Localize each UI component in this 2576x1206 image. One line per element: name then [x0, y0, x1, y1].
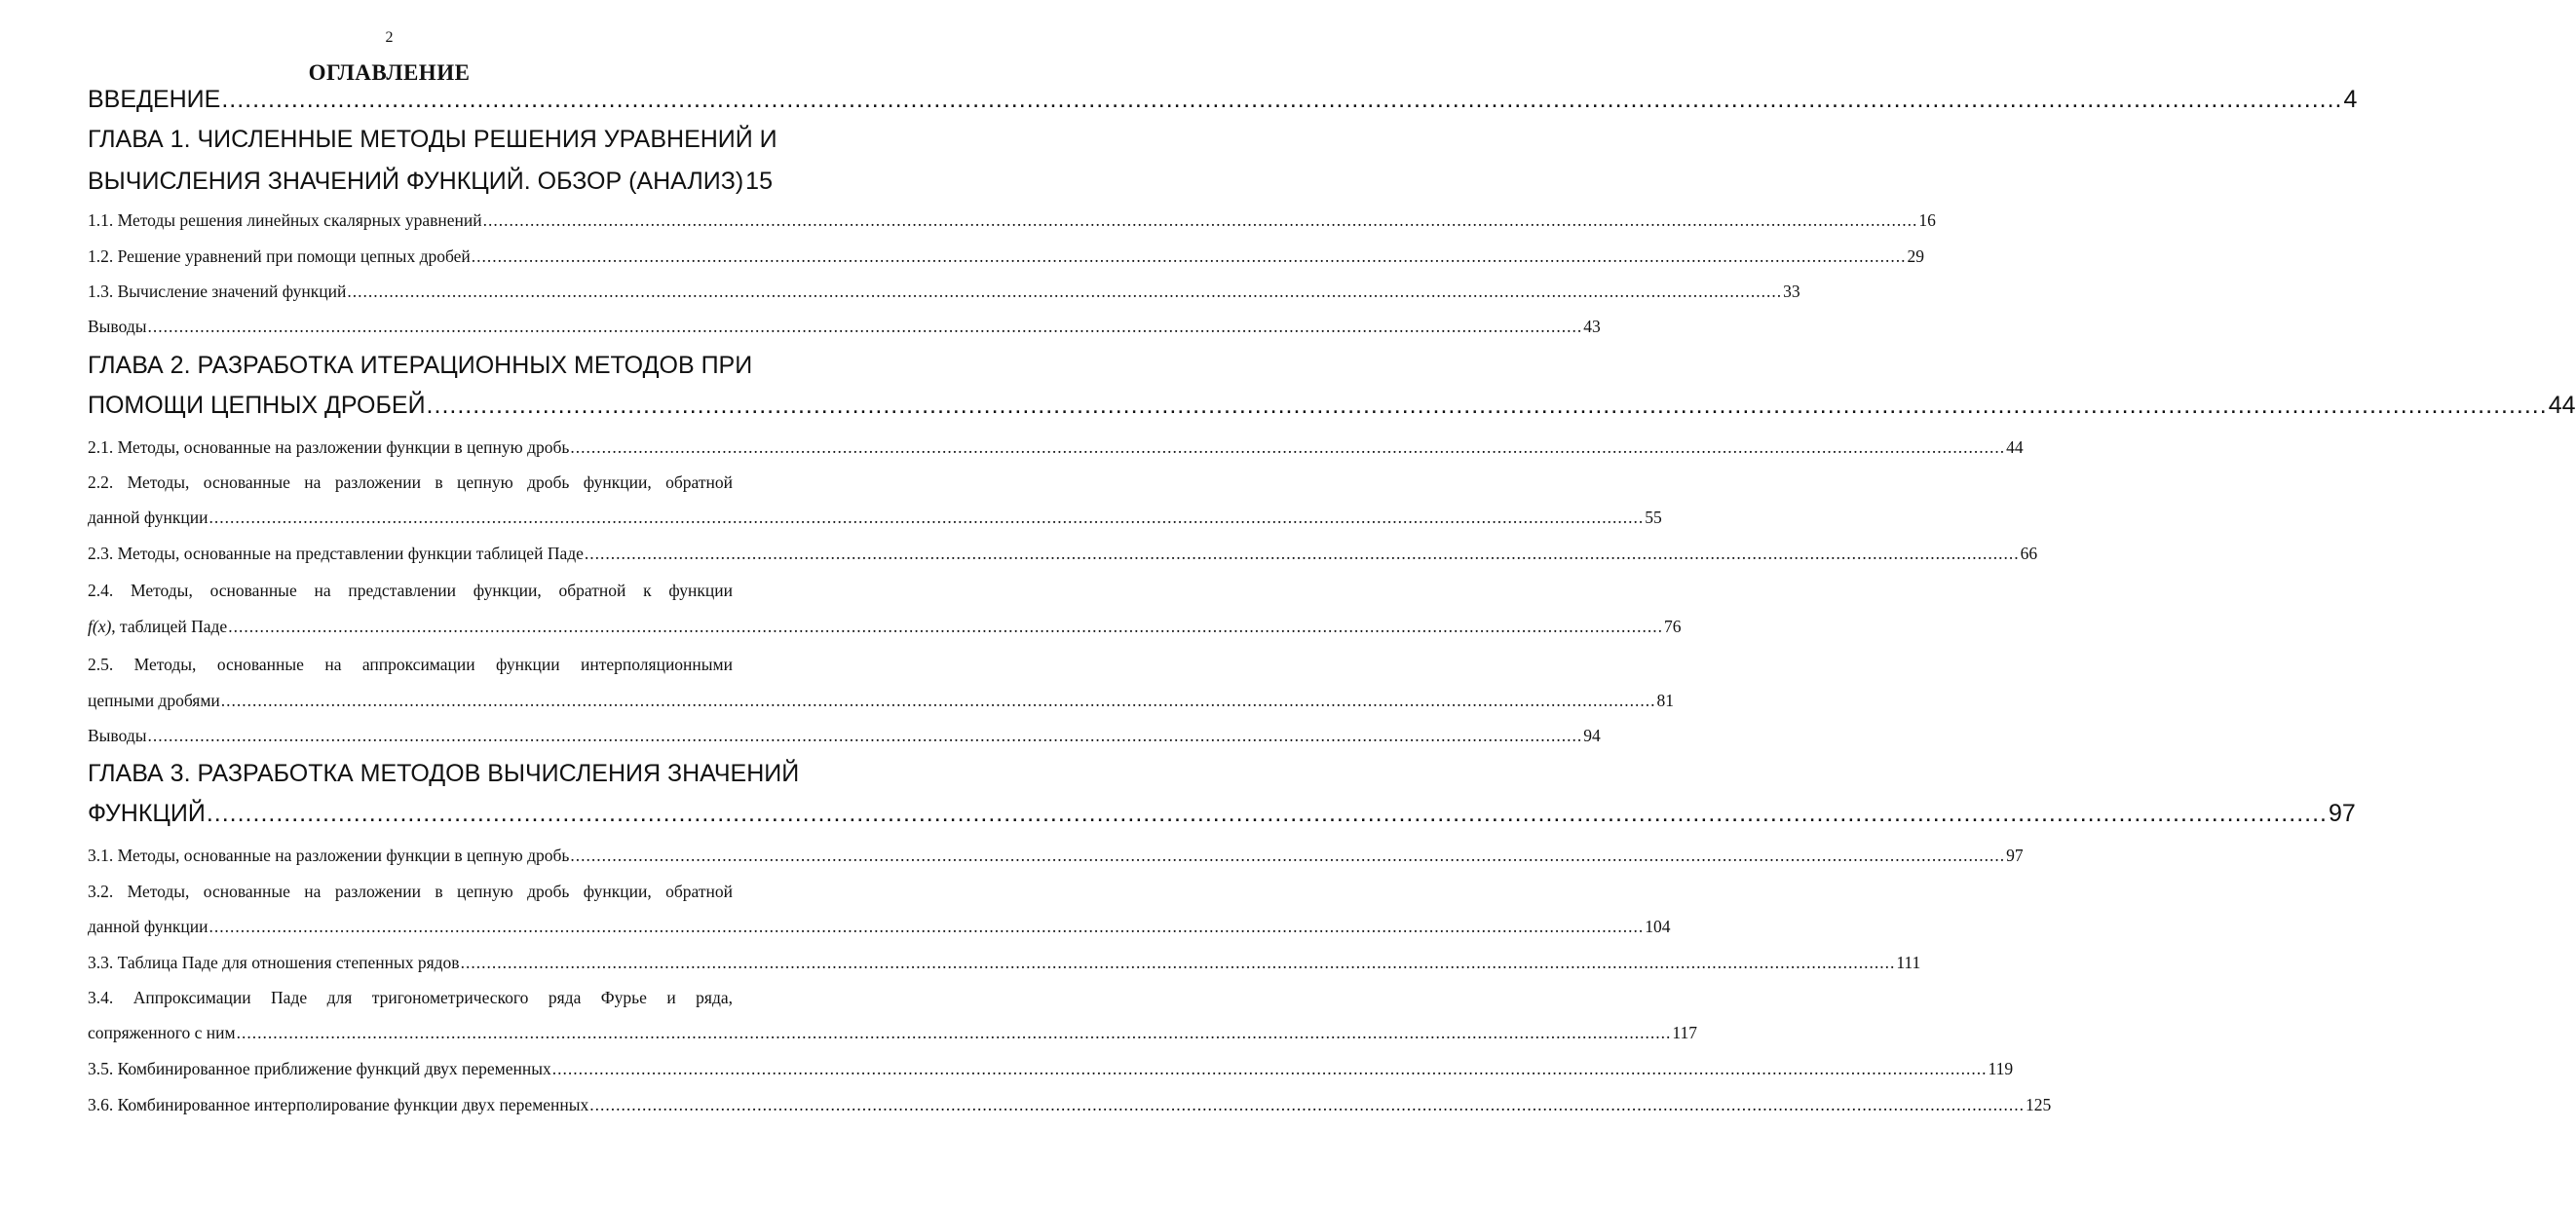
toc-chapter-2-cont[interactable]: [88, 392, 2576, 420]
toc-label-line1: 2.5. Методы, основанные на аппроксимации функции интерполяционными: [88, 655, 733, 674]
toc-label-line1: 3.2. Методы, основанные на разложении в цепную дробь функции, обратной: [88, 882, 733, 901]
toc-label: 2.1. Методы, основанные на разложении функции в цепную дробь: [88, 437, 570, 457]
toc-section[interactable]: [88, 655, 733, 675]
chapter-heading-line1: ГЛАВА 2. РАЗРАБОТКА ИТЕРАЦИОННЫХ МЕТОДОВ ПРИ: [88, 352, 753, 379]
toc-section[interactable]: [88, 726, 1601, 746]
toc-page: 44: [2006, 437, 2024, 457]
toc-page: 97: [2006, 846, 2024, 865]
toc-page: 44: [2548, 392, 2576, 419]
toc-label: ВВЕДЕНИЕ: [88, 86, 221, 113]
toc-chapter-3[interactable]: [88, 760, 800, 788]
toc-page: 76: [1663, 617, 1682, 636]
toc-section-cont[interactable]: [88, 508, 1662, 528]
toc-section[interactable]: [88, 317, 1601, 337]
toc-page: 43: [1583, 317, 1601, 336]
toc-label: Выводы: [88, 726, 147, 745]
toc-page: 119: [1988, 1059, 2014, 1078]
toc-chapter-3-cont[interactable]: [88, 800, 2356, 828]
toc-section[interactable]: [88, 1095, 2052, 1115]
toc-chapter-1[interactable]: [88, 126, 777, 154]
toc-label-line2: данной функции: [88, 917, 208, 936]
toc-section[interactable]: [88, 882, 733, 902]
toc-page: 117: [1672, 1023, 1697, 1042]
toc-section[interactable]: [88, 246, 1925, 267]
toc-label: 3.6. Комбинированное интерполирование функции двух переменных: [88, 1095, 589, 1114]
toc-page: 104: [1645, 917, 1671, 936]
toc-entry-intro[interactable]: [88, 86, 2358, 114]
toc-label: 1.2. Решение уравнений при помощи цепных дробей: [88, 246, 471, 266]
toc-section[interactable]: [88, 210, 1936, 231]
toc-label: 1.3. Вычисление значений функций: [88, 282, 347, 301]
toc-label-line1: 3.4. Аппроксимации Паде для тригонометрического ряда Фурье и ряда,: [88, 988, 733, 1007]
toc-page: 97: [2328, 800, 2356, 827]
toc-section[interactable]: [88, 282, 1800, 302]
toc-section-cont[interactable]: [88, 691, 1675, 711]
toc-title: ОГЛАВЛЕНИЕ: [308, 60, 471, 85]
toc-section-cont[interactable]: [88, 1023, 1697, 1043]
toc-page: 66: [2020, 544, 2038, 563]
toc-label: 3.1. Методы, основанные на разложении функции в цепную дробь: [88, 846, 570, 865]
toc-section[interactable]: [88, 581, 733, 601]
toc-page: 81: [1656, 691, 1675, 710]
chapter-heading-line2: ВЫЧИСЛЕНИЯ ЗНАЧЕНИЙ ФУНКЦИЙ. ОБЗОР (АНАЛИЗ): [88, 168, 744, 195]
page-number: 2: [385, 29, 394, 46]
toc-page: 16: [1918, 210, 1936, 230]
toc-section[interactable]: [88, 544, 2038, 564]
toc-chapter-1-cont[interactable]: [88, 168, 773, 196]
chapter-heading-line2: ПОМОЩИ ЦЕПНЫХ ДРОБЕЙ: [88, 392, 426, 419]
toc-section[interactable]: [88, 1059, 2014, 1079]
toc-section[interactable]: [88, 437, 2024, 458]
toc-page: 33: [1783, 282, 1800, 301]
toc-page: 15: [745, 168, 773, 195]
toc-section[interactable]: [88, 988, 733, 1008]
toc-label: 3.5. Комбинированное приближение функций двух переменных: [88, 1059, 551, 1078]
chapter-heading-line1: ГЛАВА 3. РАЗРАБОТКА МЕТОДОВ ВЫЧИСЛЕНИЯ ЗНАЧЕНИЙ: [88, 760, 800, 787]
toc-label: 3.3. Таблица Паде для отношения степенных рядов: [88, 953, 460, 972]
toc-page: 125: [2026, 1095, 2052, 1114]
toc-label-line2: сопряженного с ним: [88, 1023, 236, 1042]
toc-section-cont[interactable]: [88, 917, 1671, 937]
toc-label-line2: цепными дробями: [88, 691, 220, 710]
toc-chapter-2[interactable]: [88, 352, 753, 380]
toc-page: 55: [1645, 508, 1662, 527]
toc-page: 111: [1896, 953, 1921, 972]
toc-label-line1: 2.4. Методы, основанные на представлении функции, обратной к функции: [88, 581, 733, 600]
toc-section[interactable]: [88, 846, 2024, 866]
toc-label-line1: 2.2. Методы, основанные на разложении в цепную дробь функции, обратной: [88, 472, 733, 492]
toc-label: Выводы: [88, 317, 147, 336]
toc-label: 2.3. Методы, основанные на представлении функции таблицей Паде: [88, 544, 584, 563]
toc-section[interactable]: [88, 472, 733, 493]
chapter-heading-line1: ГЛАВА 1. ЧИСЛЕННЫЕ МЕТОДЫ РЕШЕНИЯ УРАВНЕНИЙ И: [88, 126, 777, 153]
toc-label-line2: данной функции: [88, 508, 208, 527]
toc-label-line2: , таблицей Паде: [111, 617, 228, 636]
toc-section[interactable]: [88, 953, 1921, 973]
formula-fx: f(x): [88, 617, 112, 636]
toc-label: 1.1. Методы решения линейных скалярных уравнений: [88, 210, 482, 230]
toc-section-cont[interactable]: [88, 617, 1682, 637]
toc-page: 4: [2343, 86, 2358, 113]
toc-page: 94: [1583, 726, 1601, 745]
toc-page: 29: [1907, 246, 1925, 266]
chapter-heading-line2: ФУНКЦИЙ: [88, 800, 206, 827]
